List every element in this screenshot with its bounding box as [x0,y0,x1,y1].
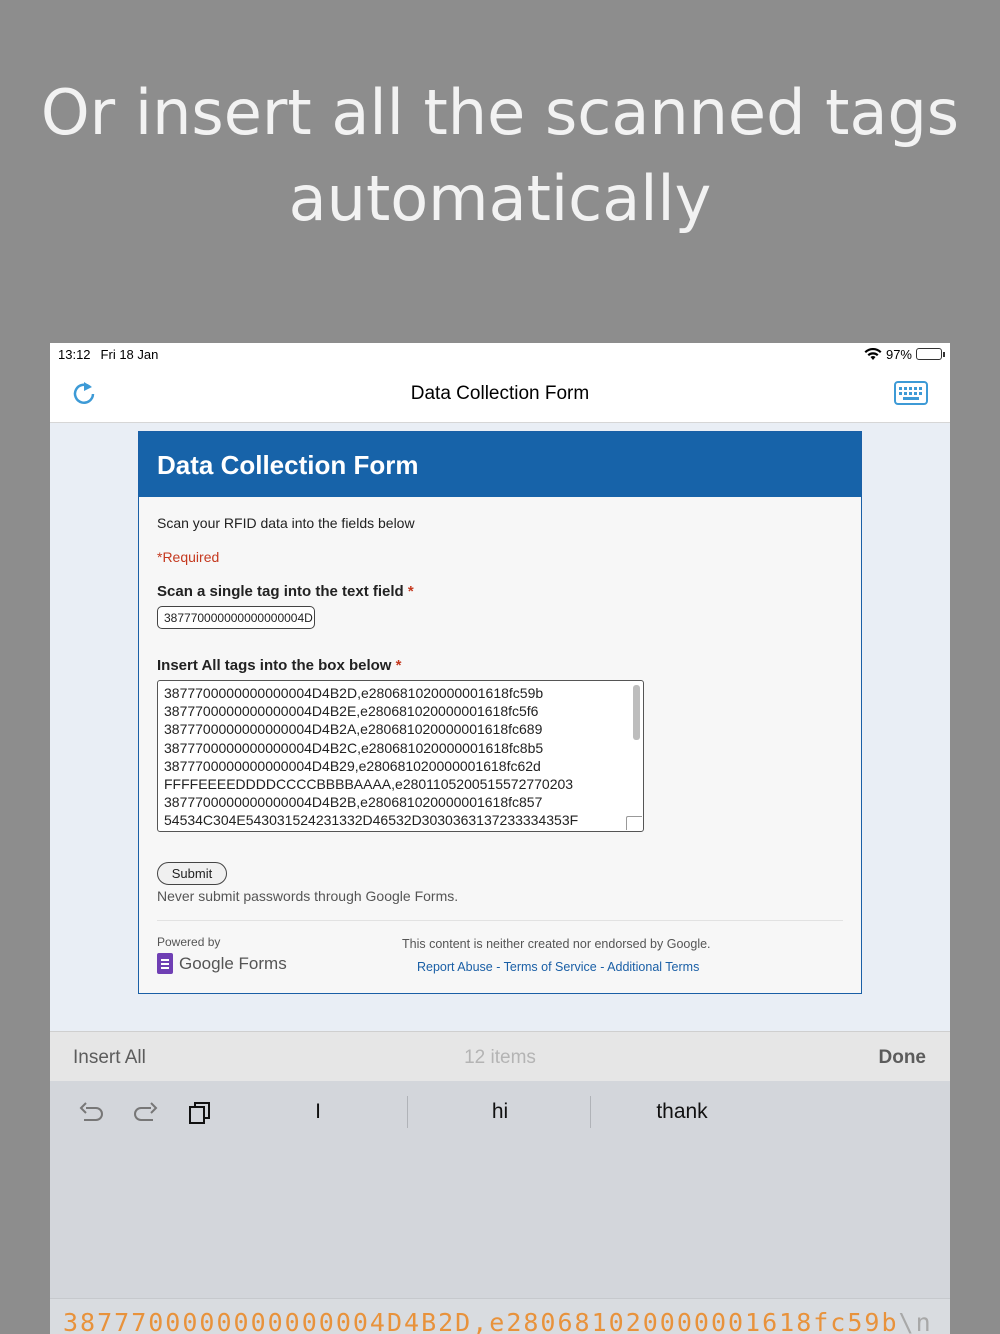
suggestion-divider [590,1096,591,1128]
single-tag-input[interactable]: 387770000000000000004D [157,606,315,629]
nav-bar [50,365,950,423]
status-date: Fri 18 Jan [100,346,159,362]
done-button[interactable]: Done [878,1047,926,1068]
suggestion-word[interactable]: thank [656,1100,708,1123]
redo-icon[interactable] [131,1099,159,1127]
tag-line: 3877700000000000004D4B2D,e280681020000001618fc59b [164,685,544,701]
items-count: 12 items [464,1047,536,1068]
paste-icon[interactable] [186,1099,214,1127]
form-footer [157,920,843,990]
required-star: * [407,583,414,600]
form-body [139,497,861,990]
status-bar [50,343,950,365]
newline-escape: \n [898,1308,933,1334]
form-description: Scan your RFID data into the fields below [157,515,415,531]
headline [0,70,1000,242]
link-separator: - [492,960,504,974]
scan-preview-bar [50,1298,950,1334]
password-warning: Never submit passwords through Google Forms. [157,888,459,904]
question-all-tags-text: Insert All tags into the box below [157,657,392,674]
suggestion-divider [407,1096,408,1128]
textarea-scrollbar[interactable] [633,685,640,740]
resize-handle[interactable] [626,816,642,830]
wifi-icon [864,348,882,361]
report-abuse-link[interactable]: Report Abuse [417,960,493,974]
google-forms-logo[interactable] [157,953,287,974]
tag-line: 3877700000000000004D4B2E,e280681020000001618fc5f6 [164,703,539,720]
keyboard-icon[interactable] [894,381,928,405]
status-time: 13:12 [58,346,91,362]
battery-icon [916,348,942,360]
ipad-screen [50,343,950,1334]
google-form [138,431,862,994]
additional-terms-link[interactable]: Additional Terms [607,960,700,974]
keyboard-accessory-bar [50,1031,950,1081]
powered-by-label: Powered by [157,935,221,949]
nav-title: Data Collection Form [410,382,590,404]
battery-percent: 97% [885,346,912,362]
tag-line: 3877700000000000004D4B29,e280681020000001618fc62d [164,757,541,774]
terms-of-service-link[interactable]: Terms of Service [503,960,597,974]
status-right [864,347,942,362]
google-forms-icon [157,953,173,974]
footer-links [417,960,699,974]
submit-button[interactable]: Submit [157,862,227,885]
headline-line-2: automatically [288,162,712,235]
scan-preview [63,1308,933,1334]
tag-line: 3877700000000000004D4B2C,e280681020000001618fc8b5 [164,739,544,756]
required-star: * [395,657,402,674]
undo-icon[interactable] [78,1099,106,1127]
tag-line: FFFFEEEEDDDDCCCCBBBBAAAA,e2801105200515572770203 [164,776,574,793]
suggestion-word[interactable]: hi [491,1100,509,1123]
tag-line: 3877700000000000004D4B2A,e280681020000001618fc689 [164,721,543,738]
form-header: Data Collection Form [139,432,861,497]
tag-line: 3877700000000000004D4B2B,e280681020000001618fc857 [164,794,543,811]
link-separator: - [596,960,608,974]
google-disclaimer: This content is neither created nor endorsed by Google. [402,937,711,951]
suggestion-bar [50,1081,950,1144]
all-tags-textarea[interactable] [157,680,644,832]
required-note: *Required [157,549,220,565]
suggestion-word[interactable]: I [315,1100,321,1123]
insert-all-button[interactable]: Insert All [73,1047,146,1068]
tag-line: 54534C304E543031524231332D46532D3030363137233334353F [164,812,579,829]
question-all-tags-label [157,657,843,674]
question-single-tag-text: Scan a single tag into the text field [157,583,404,600]
google-forms-text: Google Forms [179,953,287,973]
scan-preview-text: 3877700000000000004D4B2D,e280681020000001618fc59b [63,1308,899,1334]
refresh-icon[interactable] [70,379,98,407]
question-single-tag-label [157,583,843,600]
headline-line-1: Or insert all the scanned tags [40,76,960,149]
